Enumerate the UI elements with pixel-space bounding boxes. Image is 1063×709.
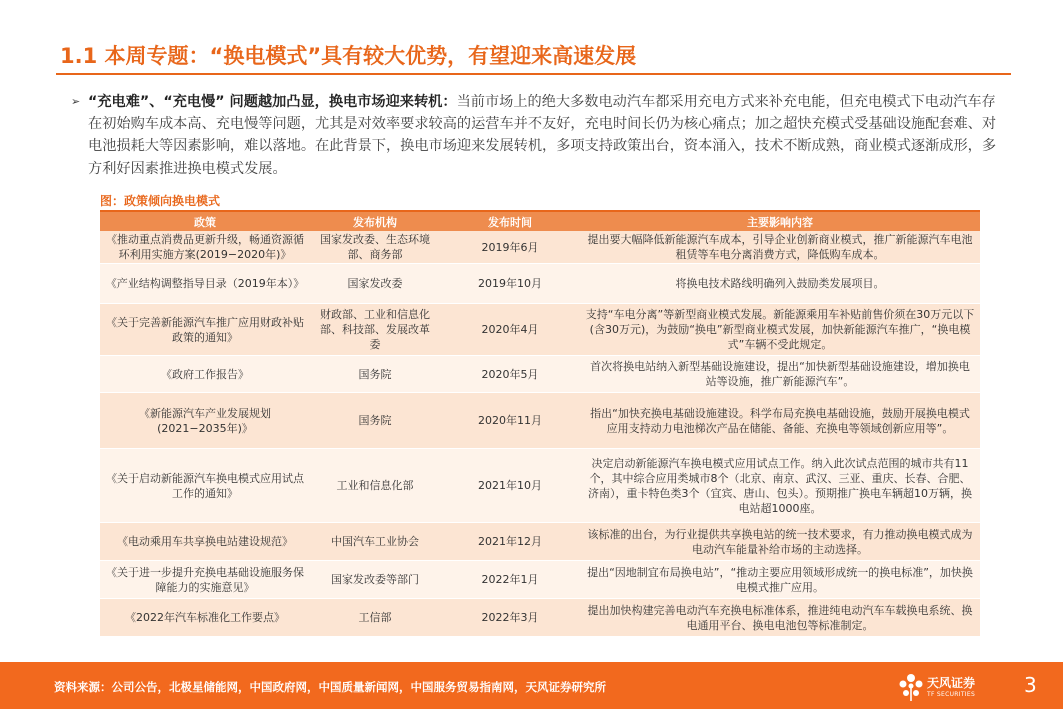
table-row: [100, 523, 980, 561]
cell-impact: 提出加快构建完善电动汽车充换电标准体系，推进纯电动汽车车载换电系统、换电通用平台、换电电池包等标准制定。: [580, 599, 980, 637]
cell-impact: 支持“车电分离”等新型商业模式发展。新能源乘用车补贴前售价须在30万元以下(含30万元)，为鼓励“换电”新型商业模式发展，加快新能源汽车推广，“换电模式”车辆不受此规定。: [580, 304, 980, 356]
cell-date: 2020年4月: [440, 304, 580, 356]
cell-date: 2022年1月: [440, 561, 580, 599]
table-row: [100, 449, 980, 523]
brand-subtitle: TF SECURITIES: [927, 691, 976, 698]
cell-policy: 《政府工作报告》: [100, 356, 310, 393]
cell-impact: 该标准的出台，为行业提供共享换电站的统一技术要求，有力推动换电模式成为电动汽车能量补给市场的主动选择。: [580, 523, 980, 561]
table-header-row: [100, 212, 980, 231]
cell-policy: 《产业结构调整指导目录（2019年本）》: [100, 264, 310, 304]
cell-org: 国务院: [310, 393, 440, 449]
table-row: [100, 599, 980, 637]
cell-impact: 首次将换电站纳入新型基础设施建设，提出“加快新型基础设施建设，增加换电站等设施，推广新能源汽车”。: [580, 356, 980, 393]
cell-policy: 《关于进一步提升充换电基础设施服务保障能力的实施意见》: [100, 561, 310, 599]
cell-policy: 《关于启动新能源汽车换电模式应用试点工作的通知》: [100, 449, 310, 523]
cell-impact: 提出“因地制宜布局换电站”，“推动主要应用领域形成统一的换电标准”，加快换电模式推广应用。: [580, 561, 980, 599]
cell-org: 国家发改委等部门: [310, 561, 440, 599]
flower-logo-icon: [897, 672, 925, 702]
cell-org: 国务院: [310, 356, 440, 393]
cell-impact: 指出“加快充换电基础设施建设。科学布局充换电基础设施，鼓励开展换电模式应用支持动力电池梯次产品在储能、备能、充换电等领域创新应用等”。: [580, 393, 980, 449]
arrow-bullet-icon: ➢: [71, 95, 81, 108]
cell-org: 中国汽车工业协会: [310, 523, 440, 561]
cell-date: 2021年10月: [440, 449, 580, 523]
cell-impact: 决定启动新能源汽车换电模式应用试点工作。纳入此次试点范围的城市共有11个，其中综合应用类城市8个（北京、南京、武汉、三亚、重庆、长春、合肥、济南），重卡特色类3个（宜宾、唐山、包头）。预期推广换电车辆超10万辆，换电站超1000座。: [580, 449, 980, 523]
header-policy: 政策: [100, 212, 310, 231]
source-note: 资料来源：公司公告，北极星储能网，中国政府网，中国质量新闻网，中国服务贸易指南网，天风证券研究所: [54, 680, 606, 694]
cell-org: 工业和信息化部: [310, 449, 440, 523]
cell-impact: 将换电技术路线明确列入鼓励类发展项目。: [580, 264, 980, 304]
cell-policy: 《2022年汽车标准化工作要点》: [100, 599, 310, 637]
page-number: 3: [1024, 673, 1037, 697]
cell-date: 2022年3月: [440, 599, 580, 637]
cell-org: 财政部、工业和信息化部、科技部、发展改革委: [310, 304, 440, 356]
cell-date: 2019年10月: [440, 264, 580, 304]
cell-date: 2020年5月: [440, 356, 580, 393]
bullet-paragraph: [71, 91, 1008, 180]
cell-policy: 《电动乘用车共享换电站建设规范》: [100, 523, 310, 561]
company-logo: [897, 670, 1007, 704]
figure-caption: 图：政策倾向换电模式: [100, 194, 221, 208]
table-row: [100, 304, 980, 356]
cell-org: 国家发改委、生态环境部、商务部: [310, 231, 440, 264]
table-row: [100, 561, 980, 599]
cell-org: 国家发改委: [310, 264, 440, 304]
cell-org: 工信部: [310, 599, 440, 637]
cell-date: 2021年12月: [440, 523, 580, 561]
cell-policy: 《推动重点消费品更新升级，畅通资源循环利用实施方案(2019−2020年)》: [100, 231, 310, 264]
page-title: 1.1 本周专题：“换电模式”具有较大优势，有望迎来高速发展: [60, 44, 637, 68]
table-row: [100, 356, 980, 393]
cell-impact: 提出要大幅降低新能源汽车成本，引导企业创新商业模式，推广新能源汽车电池租赁等车电分离消费方式，降低购车成本。: [580, 231, 980, 264]
brand-name: 天风证券: [927, 676, 976, 690]
header-org: 发布机构: [310, 212, 440, 231]
bullet-body: 当前市场上的绝大多数电动汽车都采用充电方式来补充电能，但充电模式下电动汽车存在初始购车成本高、充电慢等问题，尤其是对效率要求较高的运营车并不友好，充电时间长仍为核心痛点；加之超快充模式受基础设施配套难、对电池损耗大等因素影响，难以落地。在此背景下，换电市场迎来发展转机，多项支持政策出台，资本涌入，技术不断成熟，商业模式逐渐成形，多方利好因素推进换电模式发展。: [88, 94, 997, 177]
table-row: [100, 264, 980, 304]
title-divider: [56, 73, 1011, 75]
header-date: 发布时间: [440, 212, 580, 231]
cell-date: 2019年6月: [440, 231, 580, 264]
header-impact: 主要影响内容: [580, 212, 980, 231]
bullet-lead: “充电难”、“充电慢” 问题越加凸显，换电市场迎来转机：: [88, 94, 457, 110]
cell-policy: 《新能源汽车产业发展规划(2021−2035年)》: [100, 393, 310, 449]
policy-table: [100, 212, 980, 637]
cell-policy: 《关于完善新能源汽车推广应用财政补贴政策的通知》: [100, 304, 310, 356]
cell-date: 2020年11月: [440, 393, 580, 449]
table-row: [100, 231, 980, 264]
table-row: [100, 393, 980, 449]
